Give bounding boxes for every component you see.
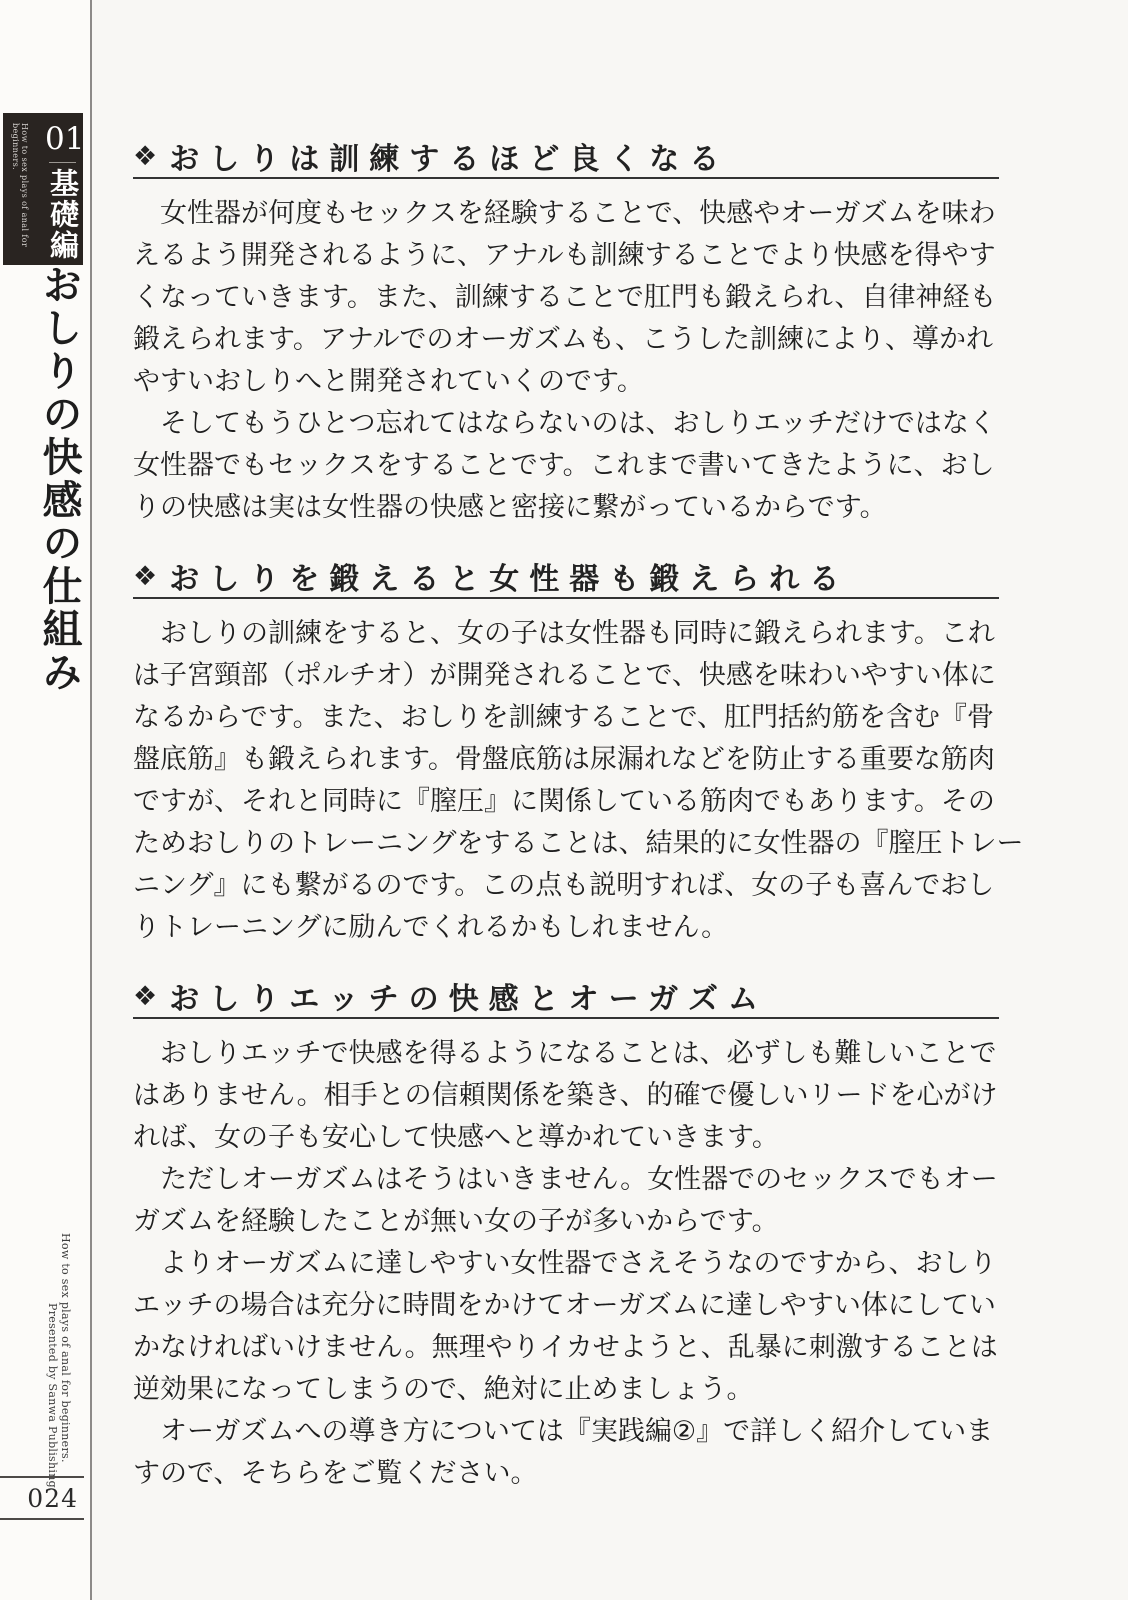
body-line: ただしオーガズムはそうはいきません。女性器でのセックスでもオー <box>133 1164 998 1194</box>
body-line: りトレーニングに励んでくれるかもしれません。 <box>133 912 729 942</box>
vertical-divider-line <box>90 0 92 1600</box>
page-title-vertical: おしりの快感の仕組み <box>37 264 81 694</box>
chapter-title: 基礎編 <box>46 168 80 261</box>
body-line: かなければいけません。無理やりイカせようと、乱暴に刺激することは <box>133 1332 998 1362</box>
body-line: えるよう開発されるように、アナルも訓練することでより快感を得やす <box>133 240 996 270</box>
section-heading <box>133 135 1001 177</box>
body-line: はありません。相手との信頼関係を築き、的確で優しいリードを心がけ <box>133 1080 998 1110</box>
page-number: 024 <box>27 1483 78 1513</box>
section-body <box>133 1032 1001 1494</box>
section-strengthen <box>133 555 1024 948</box>
chapter-number-underline <box>49 162 76 163</box>
section-heading-text: おしりエッチの快感とオーガズム <box>169 983 769 1016</box>
chapter-box <box>3 113 83 265</box>
body-line: なるからです。また、おしりを訓練することで、肛門括約筋を含む『骨 <box>133 702 995 732</box>
section-marker-icon: ❖ <box>133 140 158 171</box>
section-body <box>133 192 1001 528</box>
body-line: よりオーガズムに達しやすい女性器でさえそうなのですから、おしり <box>133 1248 997 1278</box>
body-line: 鍛えられます。アナルでのオーガズムも、こうした訓練により、導かれ <box>133 324 993 354</box>
section-marker-icon: ❖ <box>133 560 158 591</box>
footer-credit-line2: Presented by Sanwa Publishing. <box>46 1303 59 1492</box>
body-line: 女性器でもセックスをすることです。これまで書いてきたように、おし <box>133 450 995 480</box>
body-line: 盤底筋』も鍛えられます。骨盤底筋は尿漏れなどを防止する重要な筋肉 <box>133 744 995 774</box>
section-body <box>133 612 1024 948</box>
section-heading-text: おしりを鍛えると女性器も鍛えられる <box>169 563 850 596</box>
body-line: りの快感は実は女性器の快感と密接に繋がっているからです。 <box>133 492 887 522</box>
section-heading-text: おしりは訓練するほど良くなる <box>169 143 730 176</box>
body-line: オーガズムへの導き方については『実践編②』で詳しく紹介していま <box>133 1416 994 1446</box>
body-line: 逆効果になってしまうので、絶対に止めましょう。 <box>133 1374 754 1404</box>
page-number-box <box>0 1476 84 1520</box>
body-line: やすいおしりへと開発されていくのです。 <box>133 366 644 396</box>
body-line: ニング』にも繋がるのです。この点も説明すれば、女の子も喜んでおし <box>133 870 995 900</box>
body-line: すので、そちらをご覧ください。 <box>133 1458 538 1488</box>
body-line: ためおしりのトレーニングをすることは、結果的に女性器の『膣圧トレー <box>133 828 1024 858</box>
body-line: そしてもうひとつ忘れてはならないのは、おしりエッチだけではなく <box>133 408 996 438</box>
body-line: エッチの場合は充分に時間をかけてオーガズムに達しやすい体にしてい <box>133 1290 996 1320</box>
section-heading <box>133 975 1001 1017</box>
body-line: れば、女の子も安心して快感へと導かれていきます。 <box>133 1122 779 1152</box>
section-heading <box>133 555 1001 597</box>
chapter-box-subtitle-en: How to sex plays of anal for beginners. <box>11 123 29 248</box>
section-marker-icon: ❖ <box>133 980 158 1011</box>
body-line: ですが、それと同時に『膣圧』に関係している筋肉でもあります。その <box>133 786 995 816</box>
section-orgasm <box>133 975 1001 1494</box>
section-training <box>133 135 1001 528</box>
body-line: おしりの訓練をすると、女の子は女性器も同時に鍛えられます。これ <box>133 618 995 648</box>
chapter-number: 01 <box>45 121 85 157</box>
body-line: ガズムを経験したことが無い女の子が多いからです。 <box>133 1206 779 1236</box>
body-line: は子宮頸部（ポルチオ）が開発されることで、快感を味わいやすい体に <box>133 660 996 690</box>
body-line: 女性器が何度もセックスを経験することで、快感やオーガズムを味わ <box>133 198 996 228</box>
body-line: おしりエッチで快感を得るようになることは、必ずしも難しいことで <box>133 1038 997 1068</box>
footer-credit-line1: How to sex plays of anal for beginners. <box>59 1233 72 1463</box>
body-line: くなっていきます。また、訓練することで肛門も鍛えられ、自律神経も <box>133 282 997 312</box>
